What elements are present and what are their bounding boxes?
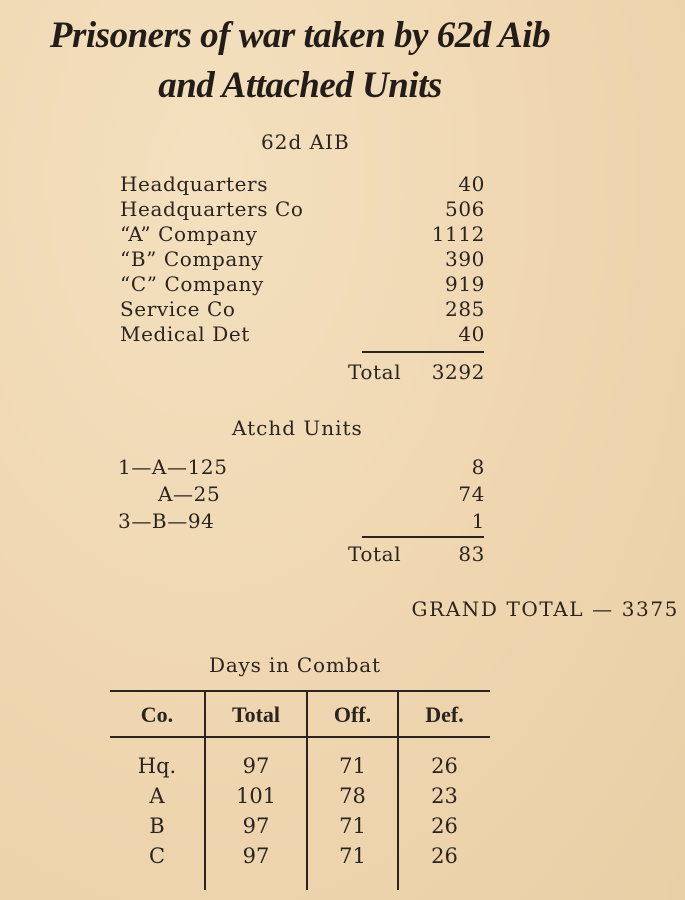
attached-total-label: Total (348, 542, 402, 566)
attached-total-rule (362, 536, 484, 538)
attached-row-value: 8 (471, 455, 485, 479)
combat-heading: Days in Combat (209, 653, 381, 677)
column-header: Def. (425, 702, 464, 727)
table-cell: 71 (339, 754, 366, 778)
page-title: Prisoners of war taken by 62d Aib (49, 15, 551, 56)
aib-row-label: Headquarters (120, 172, 269, 196)
table-cell: 26 (431, 844, 458, 868)
aib-total-rule (362, 351, 484, 353)
table-cell: 97 (242, 754, 270, 778)
attached-total-value: 83 (458, 542, 485, 566)
aib-row-value: 40 (458, 322, 485, 346)
aib-row-value: 506 (445, 197, 485, 221)
aib-row-label: “C” Company (120, 272, 264, 296)
table-cell: 71 (339, 844, 366, 868)
table-header-rule (110, 736, 490, 738)
table-cell: 26 (431, 754, 458, 778)
attached-row-label: A—25 (158, 482, 221, 506)
aib-heading: 62d AIB (261, 130, 350, 154)
page-subtitle: and Attached Units (158, 65, 442, 106)
aib-row-label: Medical Det (120, 322, 250, 346)
aib-row-label: Headquarters Co (120, 197, 304, 221)
table-cell: 71 (339, 814, 366, 838)
table-cell: 97 (242, 814, 270, 838)
attached-row-label: 1—A—125 (118, 455, 228, 479)
table-cell: 97 (242, 844, 270, 868)
aib-row-value: 390 (445, 247, 485, 271)
table-cell: C (148, 844, 166, 868)
aib-row-label: “B” Company (120, 247, 264, 271)
combat-table (110, 690, 490, 890)
aib-total-value: 3292 (431, 360, 485, 384)
table-cell: 101 (235, 784, 277, 808)
attached-row-value: 1 (471, 509, 485, 533)
table-cell: A (149, 784, 165, 808)
table-cell: 23 (431, 784, 458, 808)
aib-row-value: 285 (445, 297, 485, 321)
aib-row-value: 1112 (431, 222, 485, 246)
table-cell: 26 (431, 814, 458, 838)
grand-total: GRAND TOTAL — 3375 (411, 597, 679, 621)
column-header: Co. (140, 702, 174, 727)
column-header: Off. (333, 702, 372, 727)
aib-row-value: 40 (458, 172, 485, 196)
aib-row-label: Service Co (120, 297, 236, 321)
table-cell: Hq. (137, 754, 177, 778)
table-cell: B (149, 814, 165, 838)
aib-row-label: “A” Company (120, 222, 258, 246)
table-cell: 78 (339, 784, 366, 808)
column-header: Total (231, 702, 281, 727)
table-top-rule (110, 690, 490, 692)
aib-row-value: 919 (445, 272, 485, 296)
attached-row-label: 3—B—94 (118, 509, 215, 533)
aib-total-label: Total (348, 360, 402, 384)
attached-heading: Atchd Units (232, 416, 363, 440)
attached-row-value: 74 (458, 482, 485, 506)
